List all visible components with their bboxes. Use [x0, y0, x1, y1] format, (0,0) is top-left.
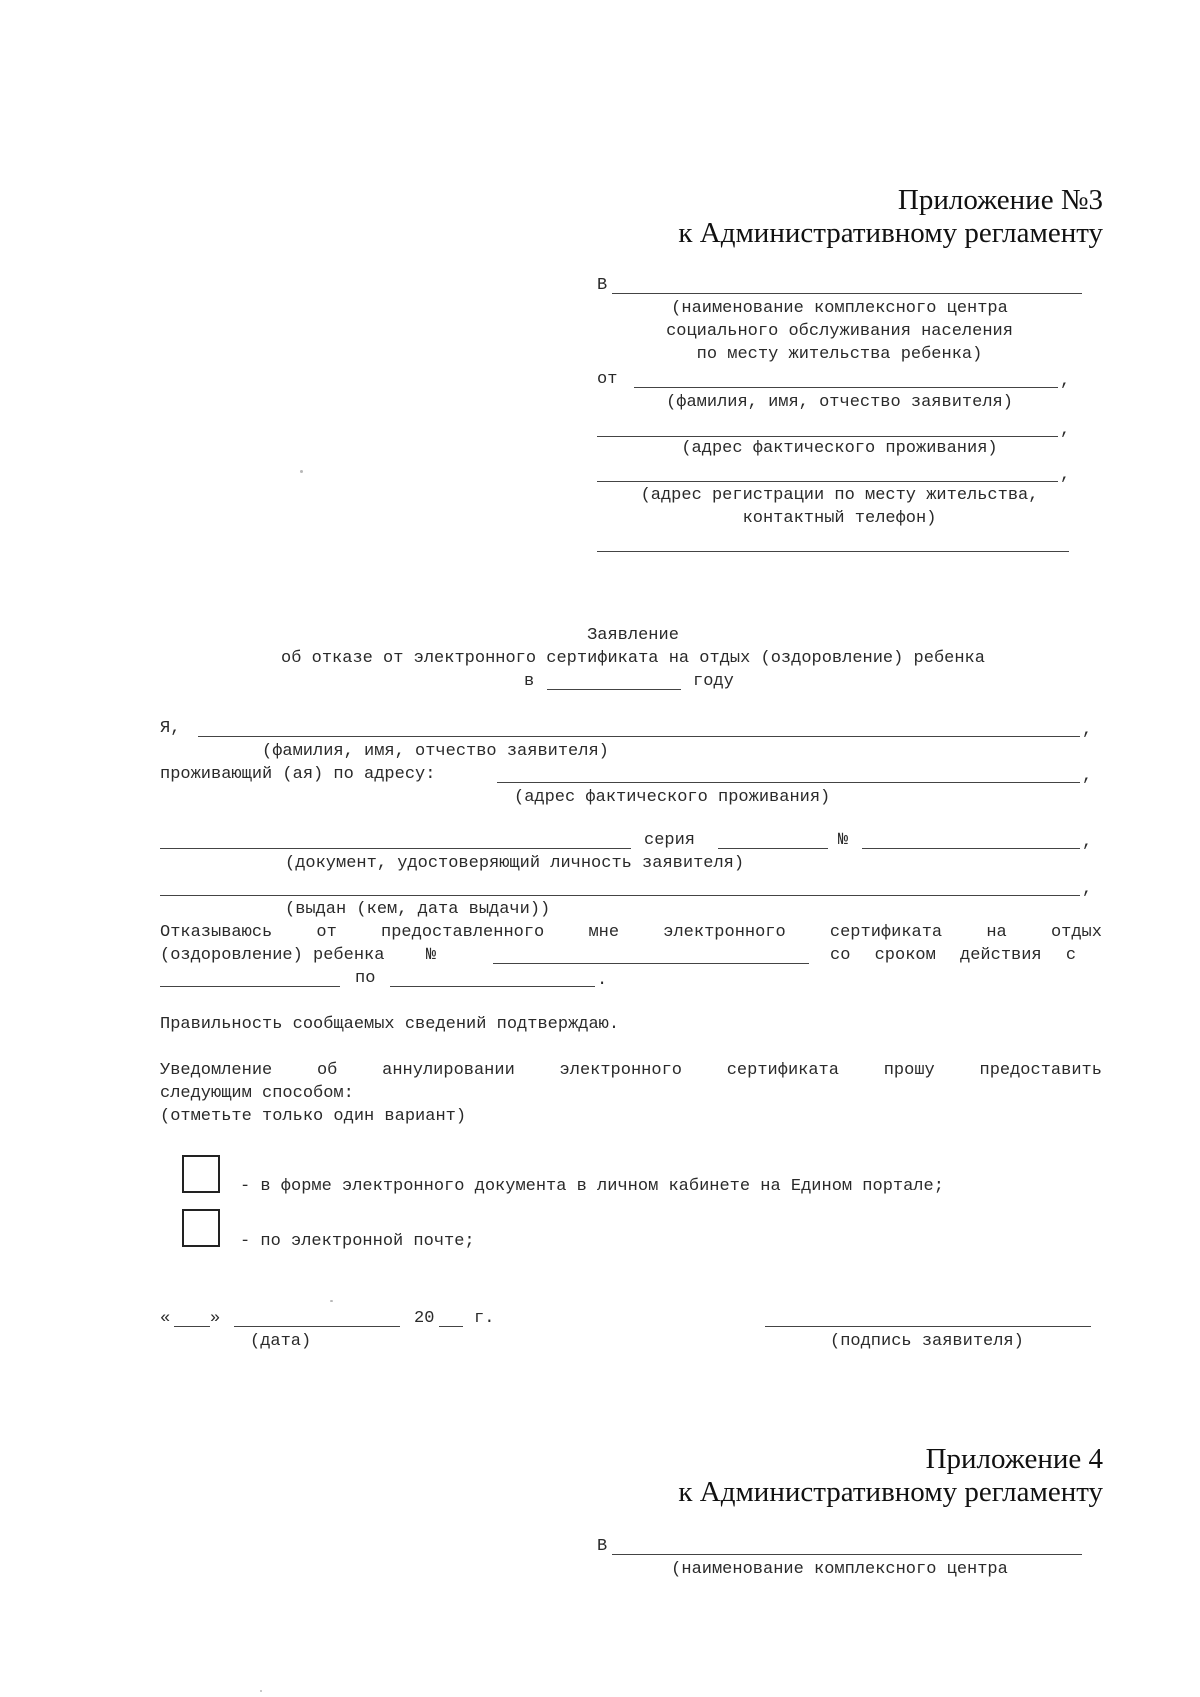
living-prefix: проживающий (ая) по адресу: — [160, 765, 436, 784]
to-caption-1: (наименование комплексного центра — [671, 299, 1008, 318]
to-prefix: В — [597, 276, 608, 295]
refusal-word: электронного — [663, 923, 786, 942]
certificate-number-label: № — [426, 946, 437, 965]
number-field-line[interactable] — [862, 848, 1080, 849]
refusal-line-1 — [160, 921, 1102, 944]
valid-from-field-line[interactable] — [160, 986, 340, 987]
valid-to-field-line[interactable] — [390, 986, 595, 987]
to-caption-2: социального обслуживания населения — [666, 322, 1013, 341]
notification-word: сертификата — [726, 1061, 839, 1080]
document-field-line[interactable] — [160, 848, 631, 849]
appendix4-to-field-line[interactable] — [612, 1554, 1082, 1555]
appendix4-to-prefix: В — [597, 1537, 608, 1556]
confirmation-text: Правильность сообщаемых сведений подтверждаю. — [160, 1015, 620, 1034]
notification-word: прошу — [883, 1061, 935, 1080]
to-field-line[interactable] — [612, 293, 1082, 294]
refusal-word: на — [986, 923, 1007, 942]
day-field-line[interactable] — [174, 1326, 210, 1327]
living-field-line[interactable] — [497, 782, 1080, 783]
registration-caption-2: контактный телефон) — [742, 509, 937, 528]
notification-word: об — [316, 1061, 338, 1080]
notification-word: Уведомление — [160, 1061, 273, 1080]
year-digits-field-line[interactable] — [439, 1326, 463, 1327]
refusal-word: Отказываюсь — [160, 923, 273, 942]
appendix3-title: Приложение №3 — [897, 184, 1103, 216]
name-field-line[interactable] — [198, 736, 1080, 737]
living-comma: , — [1082, 767, 1093, 786]
series-field-line[interactable] — [718, 848, 828, 849]
scan-speck — [330, 1300, 333, 1302]
refusal-word: от — [316, 923, 337, 942]
refusal-line-2b — [830, 944, 1102, 967]
option-portal-checkbox[interactable] — [182, 1155, 220, 1193]
year-field-line[interactable] — [547, 689, 681, 690]
phone-field-line[interactable] — [597, 551, 1069, 552]
year-label: 20 — [414, 1309, 435, 1328]
statement-title: Заявление — [587, 626, 679, 645]
statement-subject: об отказе от электронного сертификата на отдых (оздоровление) ребенка — [281, 649, 985, 668]
issued-field-line[interactable] — [160, 895, 1080, 896]
validity-text: со сроком действия с — [830, 946, 1077, 965]
refusal-line-2a: (оздоровление) ребенка — [160, 946, 385, 965]
scan-speck — [260, 1690, 262, 1692]
notification-word: предоставить — [979, 1061, 1102, 1080]
appendix4-subtitle: к Административному регламенту — [678, 1476, 1103, 1508]
scan-speck — [300, 470, 303, 473]
document-comma: , — [1082, 833, 1093, 852]
issued-caption: (выдан (кем, дата выдачи)) — [285, 900, 551, 919]
option-email-label: - по электронной почте; — [240, 1232, 475, 1251]
appendix4-title: Приложение 4 — [925, 1443, 1103, 1475]
registration-field-line[interactable] — [597, 481, 1058, 482]
registration-caption-1: (адрес регистрации по месту жительства, — [640, 486, 1039, 505]
notification-line-2: следующим способом: — [160, 1084, 354, 1103]
registration-comma: , — [1060, 466, 1071, 485]
notification-word: электронного — [559, 1061, 682, 1080]
valid-to-label: по — [355, 969, 376, 988]
notification-line-3: (отметьте только один вариант) — [160, 1107, 467, 1126]
date-caption: (дата) — [250, 1332, 312, 1351]
refusal-word: сертификата — [829, 923, 943, 942]
valid-period: . — [597, 971, 608, 990]
date-open-quote: « — [160, 1309, 171, 1328]
signature-field-line[interactable] — [765, 1326, 1091, 1327]
address-comma: , — [1060, 421, 1071, 440]
notification-line-1 — [160, 1059, 1102, 1082]
i-prefix: Я, — [160, 719, 181, 738]
certificate-number-field-line[interactable] — [493, 963, 809, 964]
option-portal-label: - в форме электронного документа в личном кабинете на Едином портале; — [240, 1177, 944, 1196]
signature-caption: (подпись заявителя) — [830, 1332, 1024, 1351]
to-caption-3: по месту жительства ребенка) — [696, 345, 983, 364]
series-label: серия — [644, 831, 696, 850]
from-prefix: от — [597, 370, 618, 389]
name-comma: , — [1082, 721, 1093, 740]
date-close-quote: » — [210, 1309, 221, 1328]
address-caption: (адрес фактического проживания) — [681, 439, 998, 458]
refusal-word: мне — [588, 923, 620, 942]
option-email-checkbox[interactable] — [182, 1209, 220, 1247]
living-caption: (адрес фактического проживания) — [514, 788, 831, 807]
document-caption: (документ, удостоверяющий личность заявителя) — [285, 854, 745, 873]
refusal-word: предоставленного — [381, 923, 545, 942]
from-caption: (фамилия, имя, отчество заявителя) — [666, 393, 1013, 412]
from-comma: , — [1060, 372, 1071, 391]
year-unit: г. — [474, 1309, 495, 1328]
month-field-line[interactable] — [234, 1326, 400, 1327]
from-field-line[interactable] — [634, 387, 1058, 388]
refusal-word: отдых — [1050, 923, 1102, 942]
appendix3-subtitle: к Административному регламенту — [678, 217, 1103, 249]
appendix4-to-caption-1: (наименование комплексного центра — [671, 1560, 1008, 1579]
notification-word: аннулировании — [382, 1061, 515, 1080]
issued-comma: , — [1082, 880, 1093, 899]
year-prefix: в — [524, 672, 535, 691]
year-suffix: году — [693, 672, 734, 691]
number-label: № — [838, 831, 849, 850]
name-caption: (фамилия, имя, отчество заявителя) — [262, 742, 609, 761]
